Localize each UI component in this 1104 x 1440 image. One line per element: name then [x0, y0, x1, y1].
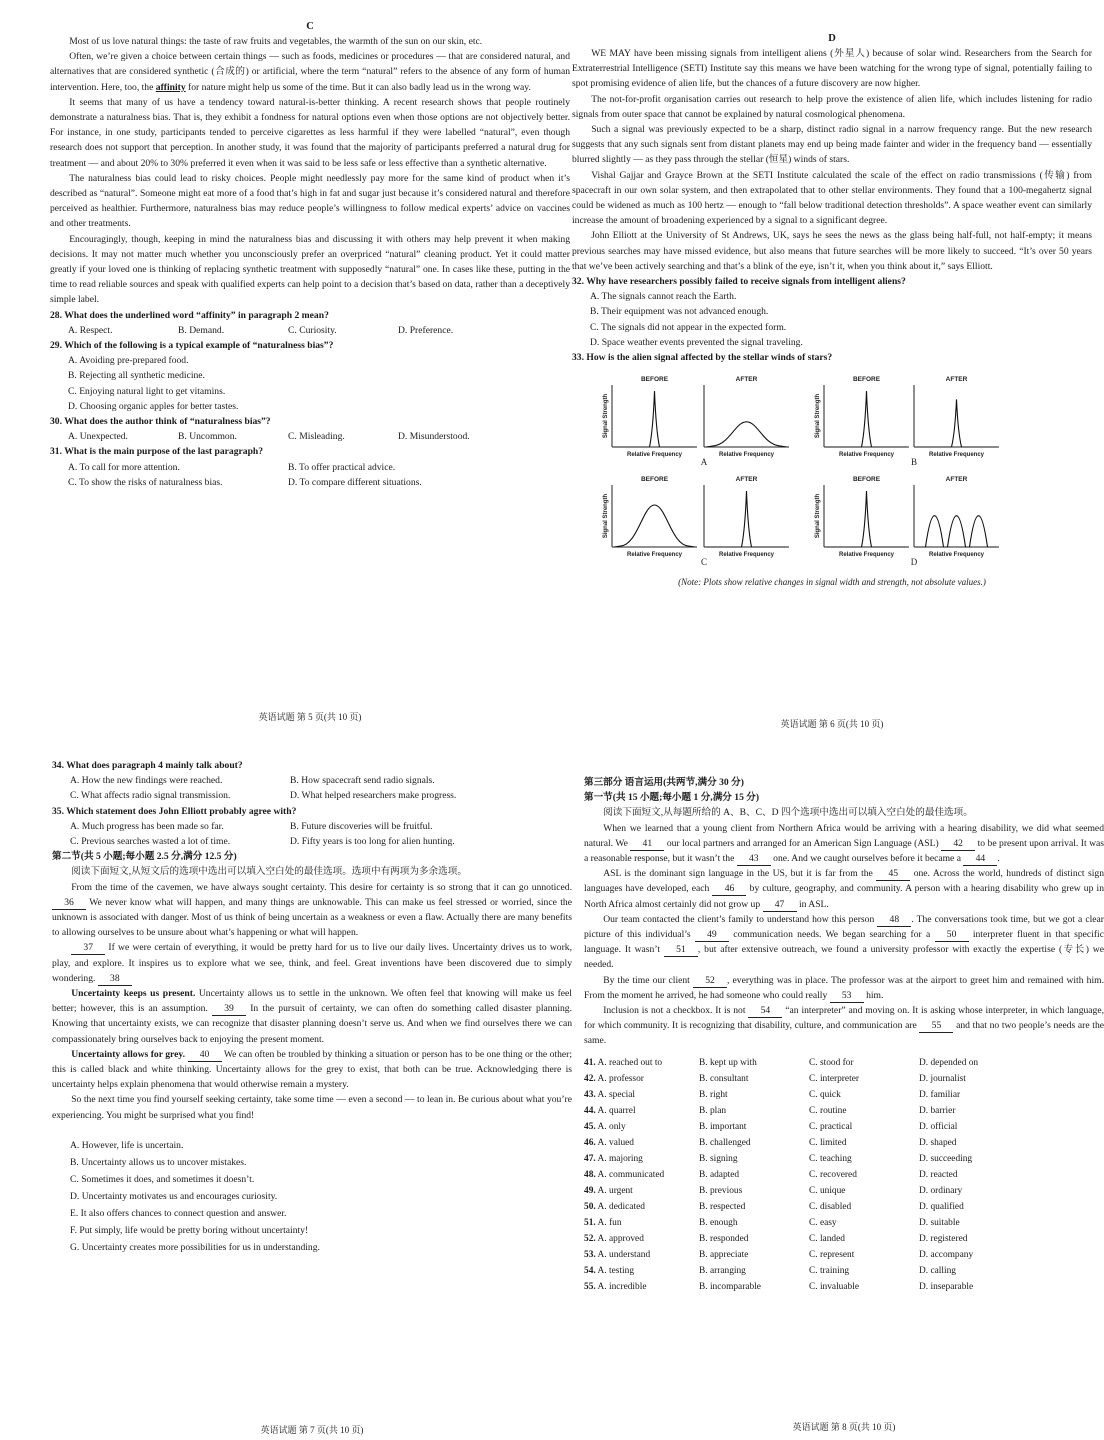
cloze-paragraph-5: So the next time you find yourself seeking certainty, take some time — even a second — to lean in. Be curious about what you’re experiencing. You might be surprised what you find! — [52, 1094, 572, 1121]
signal-curve — [706, 491, 787, 547]
question-29-options — [50, 353, 570, 414]
cloze-choice[interactable]: C. stood for — [809, 1057, 854, 1068]
option-label-b: B — [910, 457, 918, 468]
option[interactable]: C. The signals did not appear in the expected form. — [590, 321, 787, 333]
choice-text: A. reached out to — [597, 1057, 663, 1068]
x-axis-label: Relative Frequency — [838, 452, 895, 459]
option[interactable]: A. Respect. — [68, 324, 113, 336]
text: In the pursuit of certainty, we can often do something called disaster planning. Knowing that uncertainty exists, we can recognize that disaster planning doesn’t serve us. And when we find ourselves there we can compassionately bring ourselves back to enjoying the present moment. — [52, 1003, 572, 1045]
cloze-choice[interactable]: C. training — [809, 1265, 850, 1276]
subheading: Uncertainty keeps us present. — [71, 988, 196, 1000]
cloze-choice[interactable]: C. disabled — [809, 1201, 852, 1212]
panel-title: AFTER — [945, 376, 968, 384]
blank-38[interactable]: 38 — [98, 973, 132, 986]
choice-text: A. quarrel — [597, 1105, 636, 1116]
signal-curve — [916, 400, 997, 448]
choice-text: A. dedicated — [597, 1201, 645, 1212]
choice-text: A. understand — [597, 1249, 651, 1260]
cloze-choice[interactable]: B. enough — [699, 1217, 738, 1228]
text: From the time of the cavemen, we have always sought certainty. This desire for certainty is so strong that it can go unnoticed. — [71, 881, 572, 893]
option[interactable]: A. Unexpected. — [68, 431, 128, 443]
cloze-choice[interactable] — [584, 1199, 699, 1215]
option[interactable]: C. Enjoying natural light to get vitamins. — [68, 385, 226, 397]
cloze-choice[interactable]: D. official — [919, 1121, 958, 1132]
cloze-choice[interactable]: B. incomparable — [699, 1281, 761, 1292]
cloze-choice[interactable] — [584, 1247, 699, 1263]
blank-41[interactable]: 41 — [630, 838, 664, 851]
option[interactable]: B. Future discoveries will be fruitful. — [290, 820, 433, 832]
text: We can often be troubled by thinking a situation or person has to be one thing or the other; this is called black and white thinking. Uncertainty allows for the grey to exist, that both can be true. Acknowledging there is uncertainty helps explain phenomena that would otherwise remain a mystery. — [52, 1048, 573, 1091]
section-2-heading: 第二节(共 5 小题;每小题 2.5 分,满分 12.5 分) — [52, 851, 237, 863]
cloze-choice[interactable] — [584, 1279, 699, 1295]
cloze-choice[interactable]: D. registered — [919, 1233, 968, 1244]
x-axis-label: Relative Frequency — [928, 452, 985, 459]
cloze-choice[interactable]: B. arranging — [699, 1265, 746, 1276]
cloze-choice[interactable]: B. adapted — [699, 1169, 740, 1180]
x-axis-label: Relative Frequency — [718, 452, 775, 459]
choice-number: 53. — [584, 1249, 596, 1260]
question-35-options — [52, 819, 572, 849]
cloze-choice[interactable]: C. practical — [809, 1121, 853, 1132]
passage-c-paragraph-3: It seems that many of us have a tendency toward natural-is-better thinking. A recent research shows that people routinely demonstrate a naturalness bias. That is, they exhibit a fondness for natural options even when those options are not objectively better. For instance, in one study, participants tended to perceive cigarettes as less harmful if they were labelled “natural”, even though research does not support that perception. In another study, it was found that the majority of participants preferred a natural drug for treatment — and about 20% to 30% preferred it even when it was said to be less safe or less effective than a synthetic alternative. — [50, 96, 570, 169]
question-32: 32. Why have researchers possibly failed to receive signals from intelligent aliens? — [572, 276, 906, 288]
option[interactable]: D. Space weather events prevented the signal traveling. — [590, 336, 803, 348]
cloze-choice[interactable]: B. consultant — [699, 1073, 749, 1084]
option[interactable]: C. Misleading. — [288, 431, 345, 443]
option[interactable]: B. Their equipment was not advanced enough. — [590, 306, 769, 318]
choice-number: 51. — [584, 1217, 596, 1228]
cloze-choice[interactable]: B. respected — [699, 1201, 746, 1212]
passage-c-title: C — [306, 21, 314, 32]
choice-text: A. testing — [597, 1265, 635, 1276]
text: by culture, geography, and community. A person with a hearing disability who grew up in North Africa almost certainly did not grow up — [584, 883, 1104, 910]
signal-curve — [706, 422, 787, 447]
cloze-choice[interactable] — [584, 1167, 699, 1183]
passage-c-paragraph-2 — [50, 49, 570, 95]
question-33: 33. How is the alien signal affected by the stellar winds of stars? — [572, 352, 833, 364]
text: “an interpreter” and moving on. It is asking whose interpreter, in which language, for which community. It is recognizing that disability, culture, and communication are — [584, 1005, 1104, 1032]
cloze-choice[interactable]: C. recovered — [809, 1169, 857, 1180]
subheading: Uncertainty allows for grey. — [71, 1048, 186, 1060]
x-axis-label: Relative Frequency — [718, 552, 775, 559]
paragraph-2-text-a: Often, we’re given a choice between certain things — such as foods, medicines or procedures — that are considered natural, and alternatives that are considered synthetic (合成的) or artificial, where the term “natural” refers to the absence of any form of human intervention. Here, too, the — [50, 51, 570, 93]
option-label-a: A — [700, 457, 708, 468]
choice-number: 52. — [584, 1233, 596, 1244]
cloze-choice[interactable] — [584, 1215, 699, 1231]
choice-text: A. valued — [597, 1137, 634, 1148]
cloze-choice[interactable] — [584, 1135, 699, 1151]
blank-49[interactable]: 49 — [695, 929, 729, 942]
cloze-choice[interactable]: D. suitable — [919, 1217, 960, 1228]
option[interactable]: C. What affects radio signal transmission. — [70, 790, 231, 802]
blank-39[interactable]: 39 — [212, 1003, 246, 1016]
y-axis-label: Signal Strength — [603, 394, 609, 439]
text: By the time our client — [603, 974, 690, 986]
text: interpreter fluent in that specific language. It wasn’t — [584, 929, 1104, 956]
blank-48[interactable]: 48 — [877, 914, 911, 927]
choice-text: A. communicated — [597, 1169, 665, 1180]
cloze-choice[interactable]: D. journalist — [919, 1073, 966, 1084]
option[interactable]: A. The signals cannot reach the Earth. — [590, 291, 737, 303]
signal-curve — [826, 391, 907, 447]
cloze-paragraph-1 — [52, 880, 572, 941]
cloze-choice[interactable]: C. invaluable — [809, 1281, 859, 1292]
cloze-choice[interactable]: B. responded — [699, 1233, 749, 1244]
section-1-heading: 第一节(共 15 小题;每小题 1 分,满分 15 分) — [584, 792, 760, 804]
option[interactable]: D. To compare different situations. — [288, 476, 422, 488]
choice-text: A. urgent — [597, 1185, 633, 1196]
option[interactable]: A. However, life is uncertain. — [70, 1139, 184, 1151]
cloze-choice[interactable]: D. succeeding — [919, 1153, 973, 1164]
question-31: 31. What is the main purpose of the last paragraph? — [50, 446, 264, 458]
panel-title: BEFORE — [640, 476, 669, 484]
cloze-paragraph-4 — [584, 973, 1104, 1003]
question-28: 28. What does the underlined word “affinity” in paragraph 2 mean? — [50, 309, 329, 321]
option[interactable]: D. Choosing organic apples for better tastes. — [68, 400, 239, 412]
choice-number: 42. — [584, 1073, 596, 1084]
question-30: 30. What does the author think of “naturalness bias”? — [50, 416, 271, 428]
chart-note: (Note: Plots show relative changes in signal width and strength, not absolute values.) — [678, 577, 986, 588]
option[interactable]: D. Uncertainty motivates us and encourages curiosity. — [70, 1190, 278, 1202]
choice-number: 47. — [584, 1153, 596, 1164]
y-axis-label: Signal Strength — [815, 494, 821, 539]
choice-text: A. incredible — [597, 1281, 647, 1292]
cloze-paragraph-1: When we learned that a young client from Northern Africa would be arriving with a hearing disability, we did what seemed natural. We 41 our local partners and arranged for an American Sign Language (ASL) 42 to be present upon arrival. It was a reasonable response, but it wasn’t the 43 one. And we caught ourselves before it became a 44 . — [584, 822, 1104, 865]
cloze-choice[interactable] — [584, 1055, 699, 1071]
part-3-heading: 第三部分 语言运用(共两节,满分 30 分) — [584, 777, 744, 788]
text: to be present upon arrival. It was a reasonable response, but it wasn’t the — [584, 837, 1104, 865]
choice-number: 48. — [584, 1169, 596, 1180]
cloze-choice[interactable]: D. shaped — [919, 1137, 957, 1148]
panel-title: BEFORE — [852, 476, 881, 484]
cloze-choice[interactable] — [584, 1151, 699, 1167]
option-label-c: C — [700, 557, 708, 568]
question-28-options — [50, 323, 570, 338]
passage-c-paragraph-5: Encouragingly, though, keeping in mind the naturalness bias and discussing it with others may help prevent it when making decisions. It may not matter much whether you unconsciously prefer an overpriced “natural” cleaning product. Yet it could matter greatly if your loved one is thinking of replacing synthetic treatment with supposedly “natural” one. In cases like these, putting in the time to read reliable sources and speak with qualified experts can help point to a decision that’s based on data, rather than a deceptively simple label. — [50, 233, 570, 306]
panel-title: AFTER — [735, 476, 758, 484]
passage-d-paragraph-3: Such a signal was previously expected to be a sharp, distinct radio signal in a narrow frequency range. But the new research suggests that any such signals sent from distant planets may end up being made fainter and wider in the frequency band — essentially blurred slightly — as they pass through the stellar (恒星) winds of stars. — [572, 124, 1092, 166]
page-6 — [572, 32, 1092, 732]
section-2-directions: 阅读下面短文,从短文后的选项中选出可以填入空白处的最佳选项。选项中有两项为多余选项。 — [71, 866, 467, 878]
blank-47[interactable]: 47 — [763, 899, 797, 912]
cloze-choice[interactable]: B. signing — [699, 1153, 738, 1164]
text: one. And we caught ourselves before it became a — [773, 853, 961, 865]
option[interactable]: D. Preference. — [398, 324, 454, 336]
option[interactable]: B. Uncommon. — [178, 431, 237, 443]
choice-text: A. only — [597, 1121, 626, 1132]
text: in ASL. — [798, 898, 829, 910]
option[interactable]: B. To offer practical advice. — [288, 461, 396, 473]
cloze-choice[interactable]: C. easy — [809, 1217, 837, 1228]
choice-text: A. professor — [597, 1073, 644, 1084]
option[interactable]: B. Demand. — [178, 324, 225, 336]
blank-43[interactable]: 43 — [737, 853, 771, 866]
cloze-choice[interactable]: D. barrier — [919, 1105, 956, 1116]
cloze-choice[interactable]: C. teaching — [809, 1153, 852, 1164]
cloze-choice[interactable]: B. kept up with — [699, 1057, 757, 1068]
x-axis-label: Relative Frequency — [928, 552, 985, 559]
choice-text: A. majoring — [597, 1153, 643, 1164]
text: and that no two people’s needs are the same. — [584, 1020, 1104, 1047]
cloze-choice[interactable]: D. accompany — [919, 1249, 974, 1260]
option[interactable]: C. Sometimes it does, and sometimes it doesn’t. — [70, 1173, 255, 1185]
option[interactable]: B. Uncertainty allows us to uncover mistakes. — [70, 1156, 247, 1168]
choice-number: 50. — [584, 1201, 596, 1212]
text: Our team contacted the client’s family to understand how this person — [603, 913, 875, 925]
panel-title: BEFORE — [852, 376, 881, 384]
cloze-choice[interactable] — [584, 1263, 699, 1279]
question-30-options — [50, 429, 570, 444]
page-footer: 英语试题 第 6 页(共 10 页) — [780, 718, 884, 729]
text: If we were certain of everything, it would be pretty hard for us to live our daily lives. Uncertainty drives us to work, play, and explore. It inspires us to explore what we see, think, and feel. Great inventions have been discovered due to simply wondering. — [52, 942, 572, 984]
page-footer: 英语试题 第 5 页(共 10 页) — [258, 711, 362, 722]
choice-number: 54. — [584, 1265, 596, 1276]
page-8 — [584, 775, 1104, 1435]
cloze-choice[interactable]: D. inseparable — [919, 1281, 974, 1292]
option[interactable]: F. Put simply, life would be pretty boring without uncertainty! — [70, 1224, 309, 1236]
cloze-paragraph-4 — [52, 1047, 572, 1093]
cloze-choice[interactable] — [584, 1103, 699, 1119]
question-32-options — [572, 289, 1092, 350]
passage-d-paragraph-2: The not-for-profit organisation carries out research to help prove the existence of alien life, which includes listening for radio signals from outer space that cannot be explained by natural cosmological phenomena. — [572, 93, 1092, 120]
cloze-choice[interactable]: B. previous — [699, 1185, 743, 1196]
passage-d-title: D — [828, 33, 836, 44]
blank-45[interactable]: 45 — [876, 868, 910, 881]
choice-text: A. fun — [597, 1217, 622, 1228]
passage-c-paragraph-4: The naturalness bias could lead to risky choices. People might needlessly pay more for the same kind of product when it’s described as “natural”. Someone might eat more of a food that’s high in fat and sugar just because it’s considered natural and therefore perceived as healthier. Furthermore, naturalness bias may reduce people’s willingness to follow medical experts’ advice on vaccines and other treatments. — [50, 172, 570, 230]
choice-text: A. special — [597, 1089, 636, 1100]
cloze-paragraph-3 — [52, 986, 572, 1047]
blank-37[interactable]: 37 — [71, 942, 105, 955]
panel-title: AFTER — [945, 476, 968, 484]
blank-54[interactable]: 54 — [748, 1005, 782, 1018]
text: Uncertainty allows us to settle in the unknown. We often feel that knowing will make us feel better; however, this is an assumption. — [52, 988, 572, 1015]
option[interactable]: D. Misunderstood. — [398, 431, 470, 443]
text: We never know what will happen, and many things are unknowable. This can make us feel stressed or worried, since the unknown is associated with danger. Most of us think of being uncertain as a weakness or even a flaw. Actually there are many benefits to allowing ourselves to be unsure about what’s happening or what will happen. — [52, 896, 572, 939]
passage-d-paragraph-1: WE MAY have been missing signals from intelligent aliens (外星人) because of solar wind. Researchers from the Search for Extraterrestrial Intelligence (SETI) Institute say this means we have been watching for the wrong type of signal, potentially failing to spot promising evidence of alien life, but the chances of a future discovery are now higher. — [572, 48, 1092, 90]
cloze-choice[interactable]: C. landed — [809, 1233, 845, 1244]
text: When we learned that a young client from Northern Africa would be arriving with a hearing disability, we did what seemed natural. We — [584, 822, 1104, 849]
option[interactable]: G. Uncertainty creates more possibilities for us in understanding. — [70, 1241, 320, 1253]
blank-51[interactable]: 51 — [664, 944, 698, 957]
choice-text: A. approved — [597, 1233, 644, 1244]
cloze-choice[interactable] — [584, 1071, 699, 1087]
cloze-choice[interactable] — [584, 1183, 699, 1199]
choice-number: 44. — [584, 1105, 596, 1116]
text: , everything was in place. The professor was at the airport to greet him and remained with him. From the moment he arrived, he had someone who could really — [584, 974, 1104, 1001]
passage-d-paragraph-5: John Elliott at the University of St Andrews, UK, says he sees the news as the glass being half-full, not half-empty; it means previous searches may have missed evidence, but also means that future searches will be more likely to succeed. “It’s over 50 years that we’ve been actively searching and that’s a blink of the eye, isn’t it, when you think about it,” says Elliott. — [572, 230, 1092, 272]
text: , but after extensive outreach, we found a university professor with exactly the expertise (专长) we needed. — [584, 944, 1104, 971]
passage-c-paragraph-1: Most of us love natural things: the taste of raw fruits and vegetables, the warmth of the sun on our skin, etc. — [69, 36, 483, 47]
choice-number: 46. — [584, 1137, 596, 1148]
paragraph-2-text-b: for nature might help us some of the time. But it can also badly lead us in the wrong way. — [188, 81, 531, 93]
option[interactable]: A. Avoiding pre-prepared food. — [68, 355, 189, 367]
cloze-choice[interactable]: C. interpreter — [809, 1073, 859, 1084]
signal-curve — [614, 391, 695, 447]
cloze-choice[interactable] — [584, 1087, 699, 1103]
choice-number: 43. — [584, 1089, 596, 1100]
choice-number: 49. — [584, 1185, 596, 1196]
choice-number: 55. — [584, 1281, 596, 1292]
cloze-choice[interactable]: B. plan — [699, 1105, 727, 1116]
cloze-choice[interactable] — [584, 1119, 699, 1135]
cloze-choice[interactable]: C. limited — [809, 1137, 847, 1148]
blank-36[interactable]: 36 — [52, 897, 86, 910]
page-7 — [52, 758, 572, 1438]
y-axis-label: Signal Strength — [603, 494, 609, 539]
x-axis-label: Relative Frequency — [838, 552, 895, 559]
cloze-choice[interactable] — [584, 1231, 699, 1247]
cloze-paragraph-2 — [52, 940, 572, 986]
question-29: 29. Which of the following is a typical example of “naturalness bias”? — [50, 340, 334, 352]
option[interactable]: C. To show the risks of naturalness bias. — [68, 476, 223, 488]
option[interactable]: A. How the new findings were reached. — [70, 775, 223, 787]
blank-50[interactable]: 50 — [935, 929, 969, 942]
question-31-options — [50, 460, 570, 490]
option[interactable]: D. What helped researchers make progress. — [290, 790, 457, 802]
blank-46[interactable]: 46 — [712, 883, 746, 896]
cloze-choice[interactable]: D. ordinary — [919, 1185, 963, 1196]
option[interactable]: C. Previous searches wasted a lot of time. — [70, 836, 231, 848]
panel-title: BEFORE — [640, 376, 669, 384]
cloze-choice[interactable]: D. familiar — [919, 1089, 961, 1100]
page-footer: 英语试题 第 7 页(共 10 页) — [260, 1424, 364, 1435]
option[interactable]: C. Curiosity. — [288, 324, 337, 336]
cloze-choice[interactable]: D. qualified — [919, 1201, 964, 1212]
blank-40[interactable]: 40 — [188, 1049, 222, 1062]
passage-d-paragraph-4: Vishal Gajjar and Grayce Brown at the SETI Institute calculated the scale of the effect on radio transmissions (传输) from spacecraft in our own solar system, and then extrapolated that to other stellar environments. They found that a 100-megahertz signal could be widened as much as 100 hertz — enough to “fall below traditional detection thresholds”. A space weather event can similarly increase the amount of broadening experienced by a signal to a significant degree. — [572, 169, 1092, 227]
option[interactable]: D. Fifty years is too long for alien hunting. — [290, 836, 455, 848]
cloze-paragraph-3 — [584, 912, 1104, 973]
cloze-choice[interactable]: B. right — [699, 1089, 728, 1100]
choice-number: 45. — [584, 1121, 596, 1132]
blank-53[interactable]: 53 — [830, 990, 864, 1003]
y-axis-label: Signal Strength — [815, 394, 821, 439]
choice-number: 41. — [584, 1057, 596, 1068]
signal-curve — [916, 516, 997, 547]
signal-curve — [826, 491, 907, 547]
cloze-paragraph-5 — [584, 1003, 1104, 1049]
option-label-d: D — [910, 557, 918, 568]
option[interactable]: A. To call for more attention. — [68, 461, 180, 473]
seven-choice-options — [52, 1137, 572, 1256]
x-axis-label: Relative Frequency — [626, 552, 683, 559]
cloze-choice[interactable]: B. challenged — [699, 1137, 751, 1148]
option[interactable]: E. It also offers chances to connect question and answer. — [70, 1207, 287, 1219]
text: ASL is the dominant sign language in the US, but it is far from the — [603, 868, 873, 880]
signal-charts — [592, 365, 1022, 570]
question-34-options — [52, 773, 572, 803]
signal-curve — [614, 505, 695, 547]
question-35: 35. Which statement does John Elliott probably agree with? — [52, 805, 297, 817]
option[interactable]: B. Rejecting all synthetic medicine. — [68, 370, 205, 382]
text: communication needs. We began searching for a — [733, 929, 931, 941]
cloze-choices — [584, 1055, 1104, 1295]
option[interactable]: A. Much progress has been made so far. — [70, 820, 224, 832]
blank-42[interactable]: 42 — [941, 838, 975, 851]
text: him. — [866, 989, 884, 1001]
page-footer: 英语试题 第 8 页(共 10 页) — [792, 1421, 896, 1432]
cloze-choice[interactable]: C. unique — [809, 1185, 846, 1196]
cloze-choice[interactable]: C. routine — [809, 1105, 847, 1116]
cloze-choice[interactable]: B. important — [699, 1121, 747, 1132]
panel-title: AFTER — [735, 376, 758, 384]
cloze-choice[interactable]: C. represent — [809, 1249, 855, 1260]
text: our local partners and arranged for an American Sign Language (ASL) — [666, 837, 939, 849]
text: Inclusion is not a checkbox. It is not — [603, 1005, 746, 1017]
cloze-paragraph-2 — [584, 866, 1104, 912]
cloze-choice[interactable]: B. appreciate — [699, 1249, 749, 1260]
blank-52[interactable]: 52 — [693, 975, 727, 988]
cloze-choice[interactable]: D. calling — [919, 1265, 956, 1276]
page-5 — [50, 20, 570, 725]
underlined-word-affinity: affinity — [155, 81, 186, 93]
blank-55[interactable]: 55 — [919, 1020, 953, 1033]
question-34: 34. What does paragraph 4 mainly talk about? — [52, 760, 243, 771]
cloze-choice[interactable]: D. depended on — [919, 1057, 979, 1068]
x-axis-label: Relative Frequency — [626, 452, 683, 459]
cloze-choice[interactable]: D. reacted — [919, 1169, 958, 1180]
section-1-directions: 阅读下面短文,从每题所给的 A、B、C、D 四个选项中选出可以填入空白处的最佳选项。 — [603, 807, 973, 819]
text: . The conversations took time, but we got a clear picture of this individual’s — [584, 913, 1104, 941]
option[interactable]: B. How spacecraft send radio signals. — [290, 775, 435, 787]
blank-44[interactable]: 44 — [963, 853, 997, 866]
cloze-choice[interactable]: C. quick — [809, 1089, 841, 1100]
text: one. Across the world, hundreds of distinct sign languages have developed, each — [584, 868, 1104, 895]
